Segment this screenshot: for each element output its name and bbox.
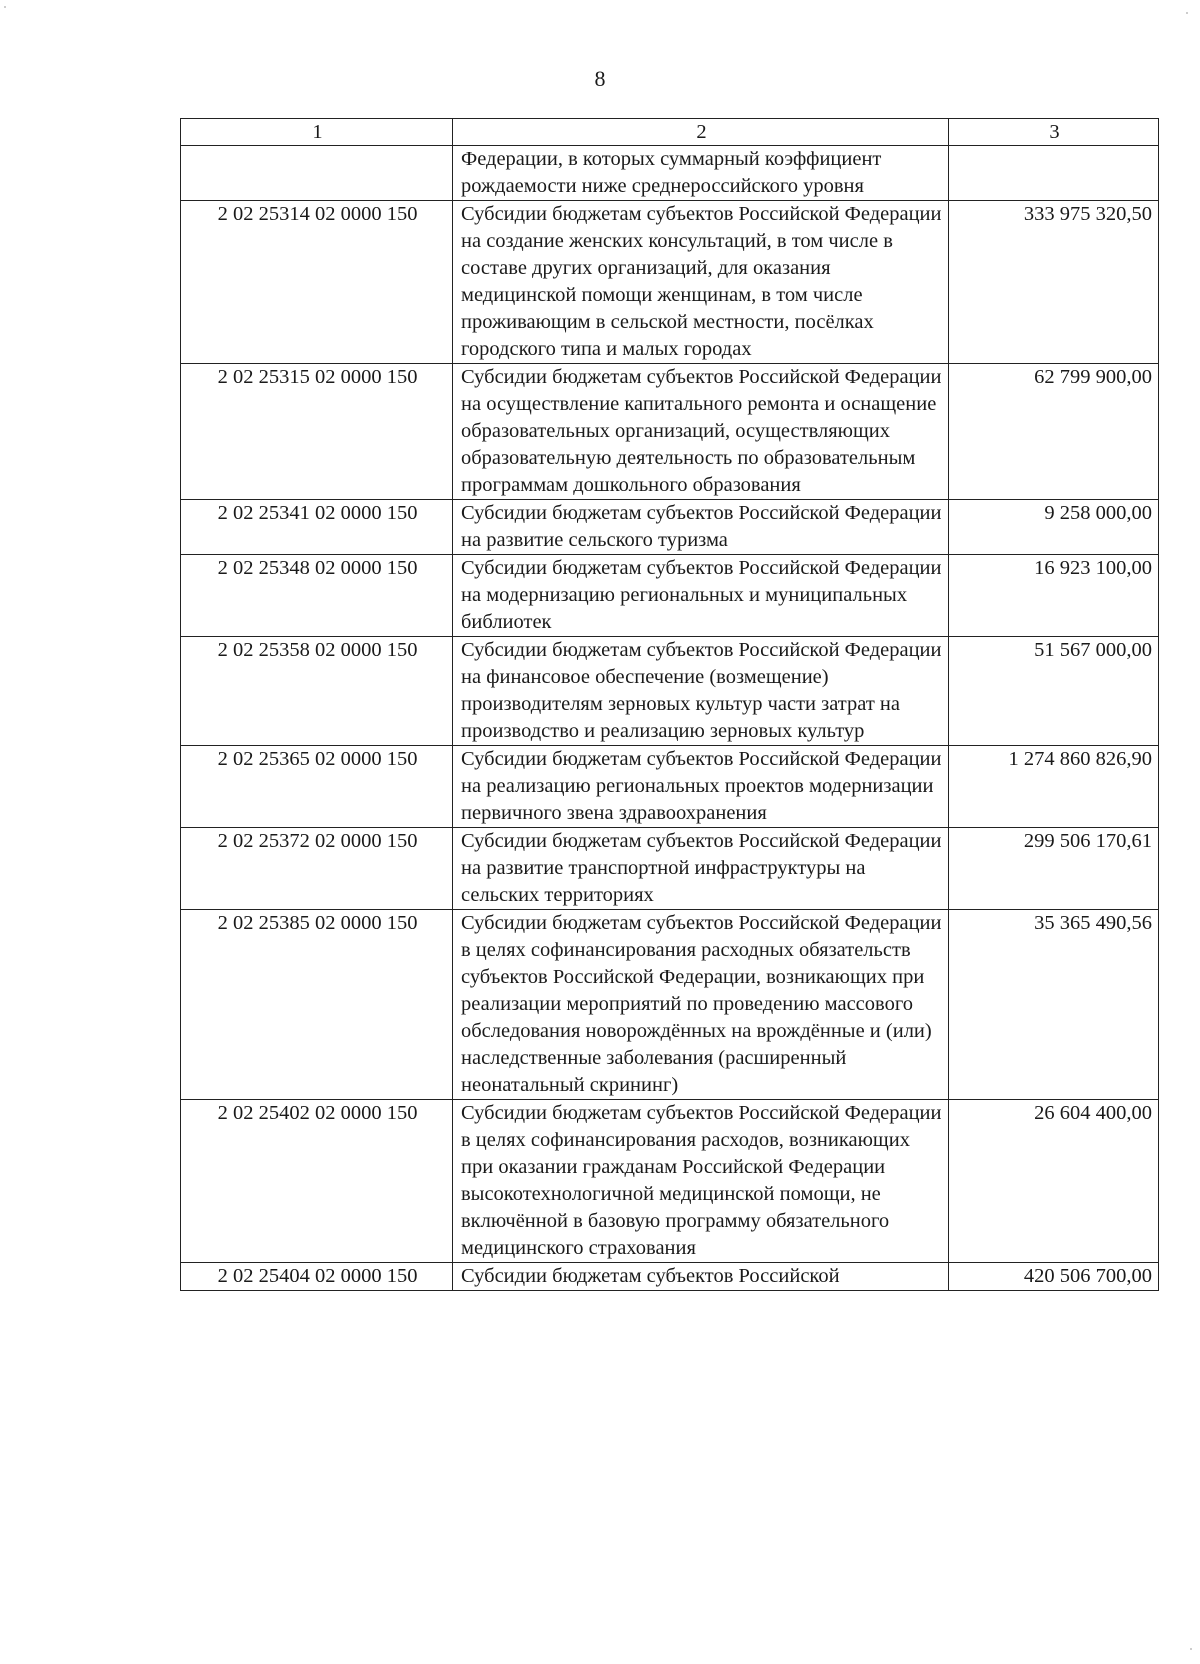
budget-code: 2 02 25348 02 0000 150 (181, 555, 453, 637)
table-row (181, 1100, 1159, 1263)
table-row (181, 1263, 1159, 1291)
column-header: 1 (181, 119, 453, 146)
subsidy-amount: 299 506 170,61 (949, 828, 1159, 910)
scan-speck (4, 6, 6, 8)
column-header: 3 (949, 119, 1159, 146)
budget-code: 2 02 25402 02 0000 150 (181, 1100, 453, 1263)
table-row (181, 364, 1159, 500)
subsidy-description: Субсидии бюджетам субъектов Российской Федерации на создание женских консультаций, в том числе в составе других организаций, для оказания медицинской помощи женщинам, в том числе проживающим в сельской местности, посёлках городского типа и малых городах (453, 201, 949, 364)
subsidy-amount: 1 274 860 826,90 (949, 746, 1159, 828)
table-row (181, 910, 1159, 1100)
page-number: 8 (594, 66, 606, 91)
subsidy-description: Субсидии бюджетам субъектов Российской Федерации на модернизацию региональных и муниципальных библиотек (453, 555, 949, 637)
budget-code (181, 146, 453, 201)
budget-code: 2 02 25385 02 0000 150 (181, 910, 453, 1100)
budget-code: 2 02 25315 02 0000 150 (181, 364, 453, 500)
table-row (181, 637, 1159, 746)
subsidy-description: Субсидии бюджетам субъектов Российской Федерации на развитие сельского туризма (453, 500, 949, 555)
subsidy-description: Субсидии бюджетам субъектов Российской Федерации на реализацию региональных проектов модернизации первичного звена здравоохранения (453, 746, 949, 828)
subsidy-description: Субсидии бюджетам субъектов Российской (453, 1263, 949, 1291)
budget-code: 2 02 25404 02 0000 150 (181, 1263, 453, 1291)
budget-code: 2 02 25358 02 0000 150 (181, 637, 453, 746)
subsidy-amount: 16 923 100,00 (949, 555, 1159, 637)
budget-code: 2 02 25314 02 0000 150 (181, 201, 453, 364)
subsidy-amount: 420 506 700,00 (949, 1263, 1159, 1291)
budget-code: 2 02 25365 02 0000 150 (181, 746, 453, 828)
column-header: 2 (453, 119, 949, 146)
subsidy-description: Субсидии бюджетам субъектов Российской Федерации на развитие транспортной инфраструктуры на сельских территориях (453, 828, 949, 910)
subsidy-description: Субсидии бюджетам субъектов Российской Федерации в целях софинансирования расходов, возникающих при оказании гражданам Российской Федерации высокотехнологичной медицинской помощи, не включённой в базовую программу обязательного медицинского страхования (453, 1100, 949, 1263)
budget-code: 2 02 25372 02 0000 150 (181, 828, 453, 910)
subsidy-amount: 35 365 490,56 (949, 910, 1159, 1100)
subsidy-description: Федерации, в которых суммарный коэффициент рождаемости ниже среднероссийского уровня (453, 146, 949, 201)
subsidy-amount: 51 567 000,00 (949, 637, 1159, 746)
table-header-row (181, 119, 1159, 146)
subsidy-amount (949, 146, 1159, 201)
table-row (181, 746, 1159, 828)
table-row (181, 555, 1159, 637)
table-row (181, 201, 1159, 364)
subsidy-amount: 26 604 400,00 (949, 1100, 1159, 1263)
scan-speck (1186, 12, 1188, 14)
table-row (181, 828, 1159, 910)
subsidy-description: Субсидии бюджетам субъектов Российской Федерации в целях софинансирования расходных обязательств субъектов Российской Федерации, возникающих при реализации мероприятий по проведению массового обследования новорождённых на врождённые и (или) наследственные заболевания (расширенный неонатальный скрининг) (453, 910, 949, 1100)
subsidy-amount: 9 258 000,00 (949, 500, 1159, 555)
subsidy-description: Субсидии бюджетам субъектов Российской Федерации на осуществление капитального ремонта и оснащение образовательных организаций, осуществляющих образовательную деятельность по образовательным программам дошкольного образования (453, 364, 949, 500)
scan-speck (1190, 1648, 1192, 1650)
subsidy-amount: 62 799 900,00 (949, 364, 1159, 500)
budget-code: 2 02 25341 02 0000 150 (181, 500, 453, 555)
budget-table (180, 118, 1159, 1291)
subsidy-description: Субсидии бюджетам субъектов Российской Федерации на финансовое обеспечение (возмещение) производителям зерновых культур части затрат на производство и реализацию зерновых культур (453, 637, 949, 746)
table-row (181, 500, 1159, 555)
subsidy-amount: 333 975 320,50 (949, 201, 1159, 364)
table-row (181, 146, 1159, 201)
